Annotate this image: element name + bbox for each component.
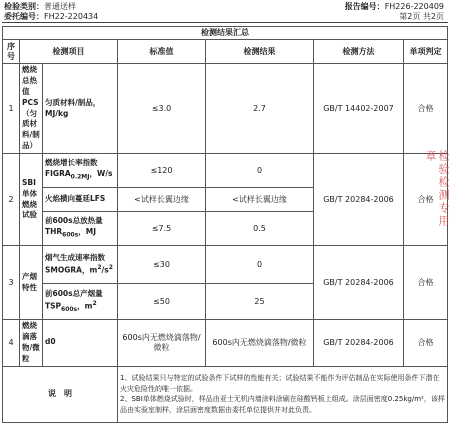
table-title: 检测结果汇总 <box>3 27 448 40</box>
row3-sub1-item-sup2: 2 <box>108 263 113 271</box>
row3-sub1-item-sup: 2 <box>97 263 102 271</box>
row4-standard: 600s内无燃烧滴落物/微粒 <box>118 320 206 367</box>
row4-item: d0 <box>43 320 118 367</box>
note-2: 2、SBI单体燃烧试验时，样品由亚士无机内墙涂料涂刷在硅酸钙板上组成。涂层面密度0.25kg/m²，该样品由实验室制样，涂层面密度数据由委托单位提供并对此负责。 <box>120 395 445 414</box>
row2-sub3-item-text: 前600s总放热量THR <box>45 216 103 237</box>
row1-standard: ≤3.0 <box>118 64 206 154</box>
row2-seq: 2 <box>3 154 20 246</box>
row2-sub1-item-text: 燃烧增长率指数FIGRA <box>45 158 98 179</box>
row2-sub1-item-subscript: 0.2MJ <box>70 173 90 181</box>
row4-judgement: 合格 <box>404 320 448 367</box>
table-row <box>3 320 448 367</box>
page-info: 第2页 共2页 <box>399 12 444 21</box>
report-no-value: FH226-220409 <box>384 2 444 11</box>
header-divider <box>2 22 448 23</box>
row2-sub1-item <box>43 154 118 188</box>
row2-sub3-item-subscript: 600s <box>62 231 79 239</box>
row1-seq: 1 <box>3 64 20 154</box>
row3-sub2-result: 25 <box>206 284 314 320</box>
row3-sub2-item <box>43 284 118 320</box>
col-judgement: 单项判定 <box>404 40 448 64</box>
report-no-label: 报告编号： <box>344 2 385 11</box>
row3-judgement: 合格 <box>404 246 448 320</box>
row3-method: GB/T 20284-2006 <box>314 246 404 320</box>
inspection-stamp: 检验检测专用章 <box>424 150 450 228</box>
col-seq: 序号 <box>3 40 20 64</box>
row2-sub1-item-unit: ，W/s <box>89 169 113 179</box>
row4-seq: 4 <box>3 320 20 367</box>
row3-sub1-item-text: 烟气生成速率指数SMOGRA <box>45 252 105 275</box>
row3-sub2-item-unit: ，m <box>77 301 93 311</box>
row3-sub2-item-sup: 2 <box>92 299 97 307</box>
table-row <box>3 154 448 188</box>
row4-category: 燃烧滴落物/微粒 <box>20 320 43 367</box>
row4-result: 600s内无燃烧滴落物/微粒 <box>206 320 314 367</box>
row1-item: 匀质材料/制品，MJ/kg <box>43 64 118 154</box>
notes-row <box>3 366 448 422</box>
row2-sub3-result: 0.5 <box>206 212 314 246</box>
row2-sub3-item-unit: ，MJ <box>78 227 97 237</box>
row1-result: 2.7 <box>206 64 314 154</box>
row2-method: GB/T 20284-2006 <box>314 154 404 246</box>
row2-judgement: 合格 <box>404 154 448 246</box>
row3-sub2-item-subscript: 600s <box>61 305 78 313</box>
results-table <box>2 26 448 423</box>
row3-sub1-item <box>43 246 118 284</box>
commission-line <box>4 12 98 22</box>
row2-sub2-standard: <试样长翼边缘 <box>118 188 206 212</box>
notes-label: 说 明 <box>3 366 118 422</box>
row3-sub2-standard: ≤50 <box>118 284 206 320</box>
col-result: 检测结果 <box>206 40 314 64</box>
row2-sub3-standard: ≤7.5 <box>118 212 206 246</box>
table-row <box>3 246 448 284</box>
col-method: 检测方法 <box>314 40 404 64</box>
row3-sub1-standard: ≤30 <box>118 246 206 284</box>
category-label: 检验类别： <box>4 2 44 11</box>
table-row <box>3 64 448 154</box>
col-standard: 标准值 <box>118 40 206 64</box>
row1-method: GB/T 14402-2007 <box>314 64 404 154</box>
note-1: 1、试验结果只与特定的试验条件下试样的性能有关；试验结果不能作为评估制品在实际使用条件下潜在火灾危险性的唯一依据。 <box>120 374 440 393</box>
category-line <box>4 2 76 12</box>
row2-category: SBI单体燃烧试验 <box>20 154 43 246</box>
commission-label: 委托编号： <box>4 12 44 21</box>
category-value: 普通送样 <box>44 2 76 11</box>
col-item: 检测项目 <box>20 40 118 64</box>
row3-sub1-item-unit: ，m <box>81 265 98 275</box>
row2-sub1-standard: ≤120 <box>118 154 206 188</box>
row2-sub2-result: <试样长翼边缘 <box>206 188 314 212</box>
row3-sub1-item-unit2: /s <box>101 265 109 275</box>
row2-sub2-item: 火焰横向蔓延LFS <box>43 188 118 212</box>
row3-seq: 3 <box>3 246 20 320</box>
row2-sub1-result: 0 <box>206 154 314 188</box>
row1-category: 燃烧总热值PCS（匀质材料/制品） <box>20 64 43 154</box>
commission-value: FH22-220434 <box>44 12 99 21</box>
row3-sub1-result: 0 <box>206 246 314 284</box>
notes-content <box>118 366 448 422</box>
row3-sub2-item-text: 前600s总产烟量TSP <box>45 288 103 311</box>
row3-category: 产烟特性 <box>20 246 43 320</box>
row2-sub3-item <box>43 212 118 246</box>
row1-judgement: 合格 <box>404 64 448 154</box>
report-no-line <box>345 2 444 12</box>
row4-method: GB/T 20284-2006 <box>314 320 404 367</box>
